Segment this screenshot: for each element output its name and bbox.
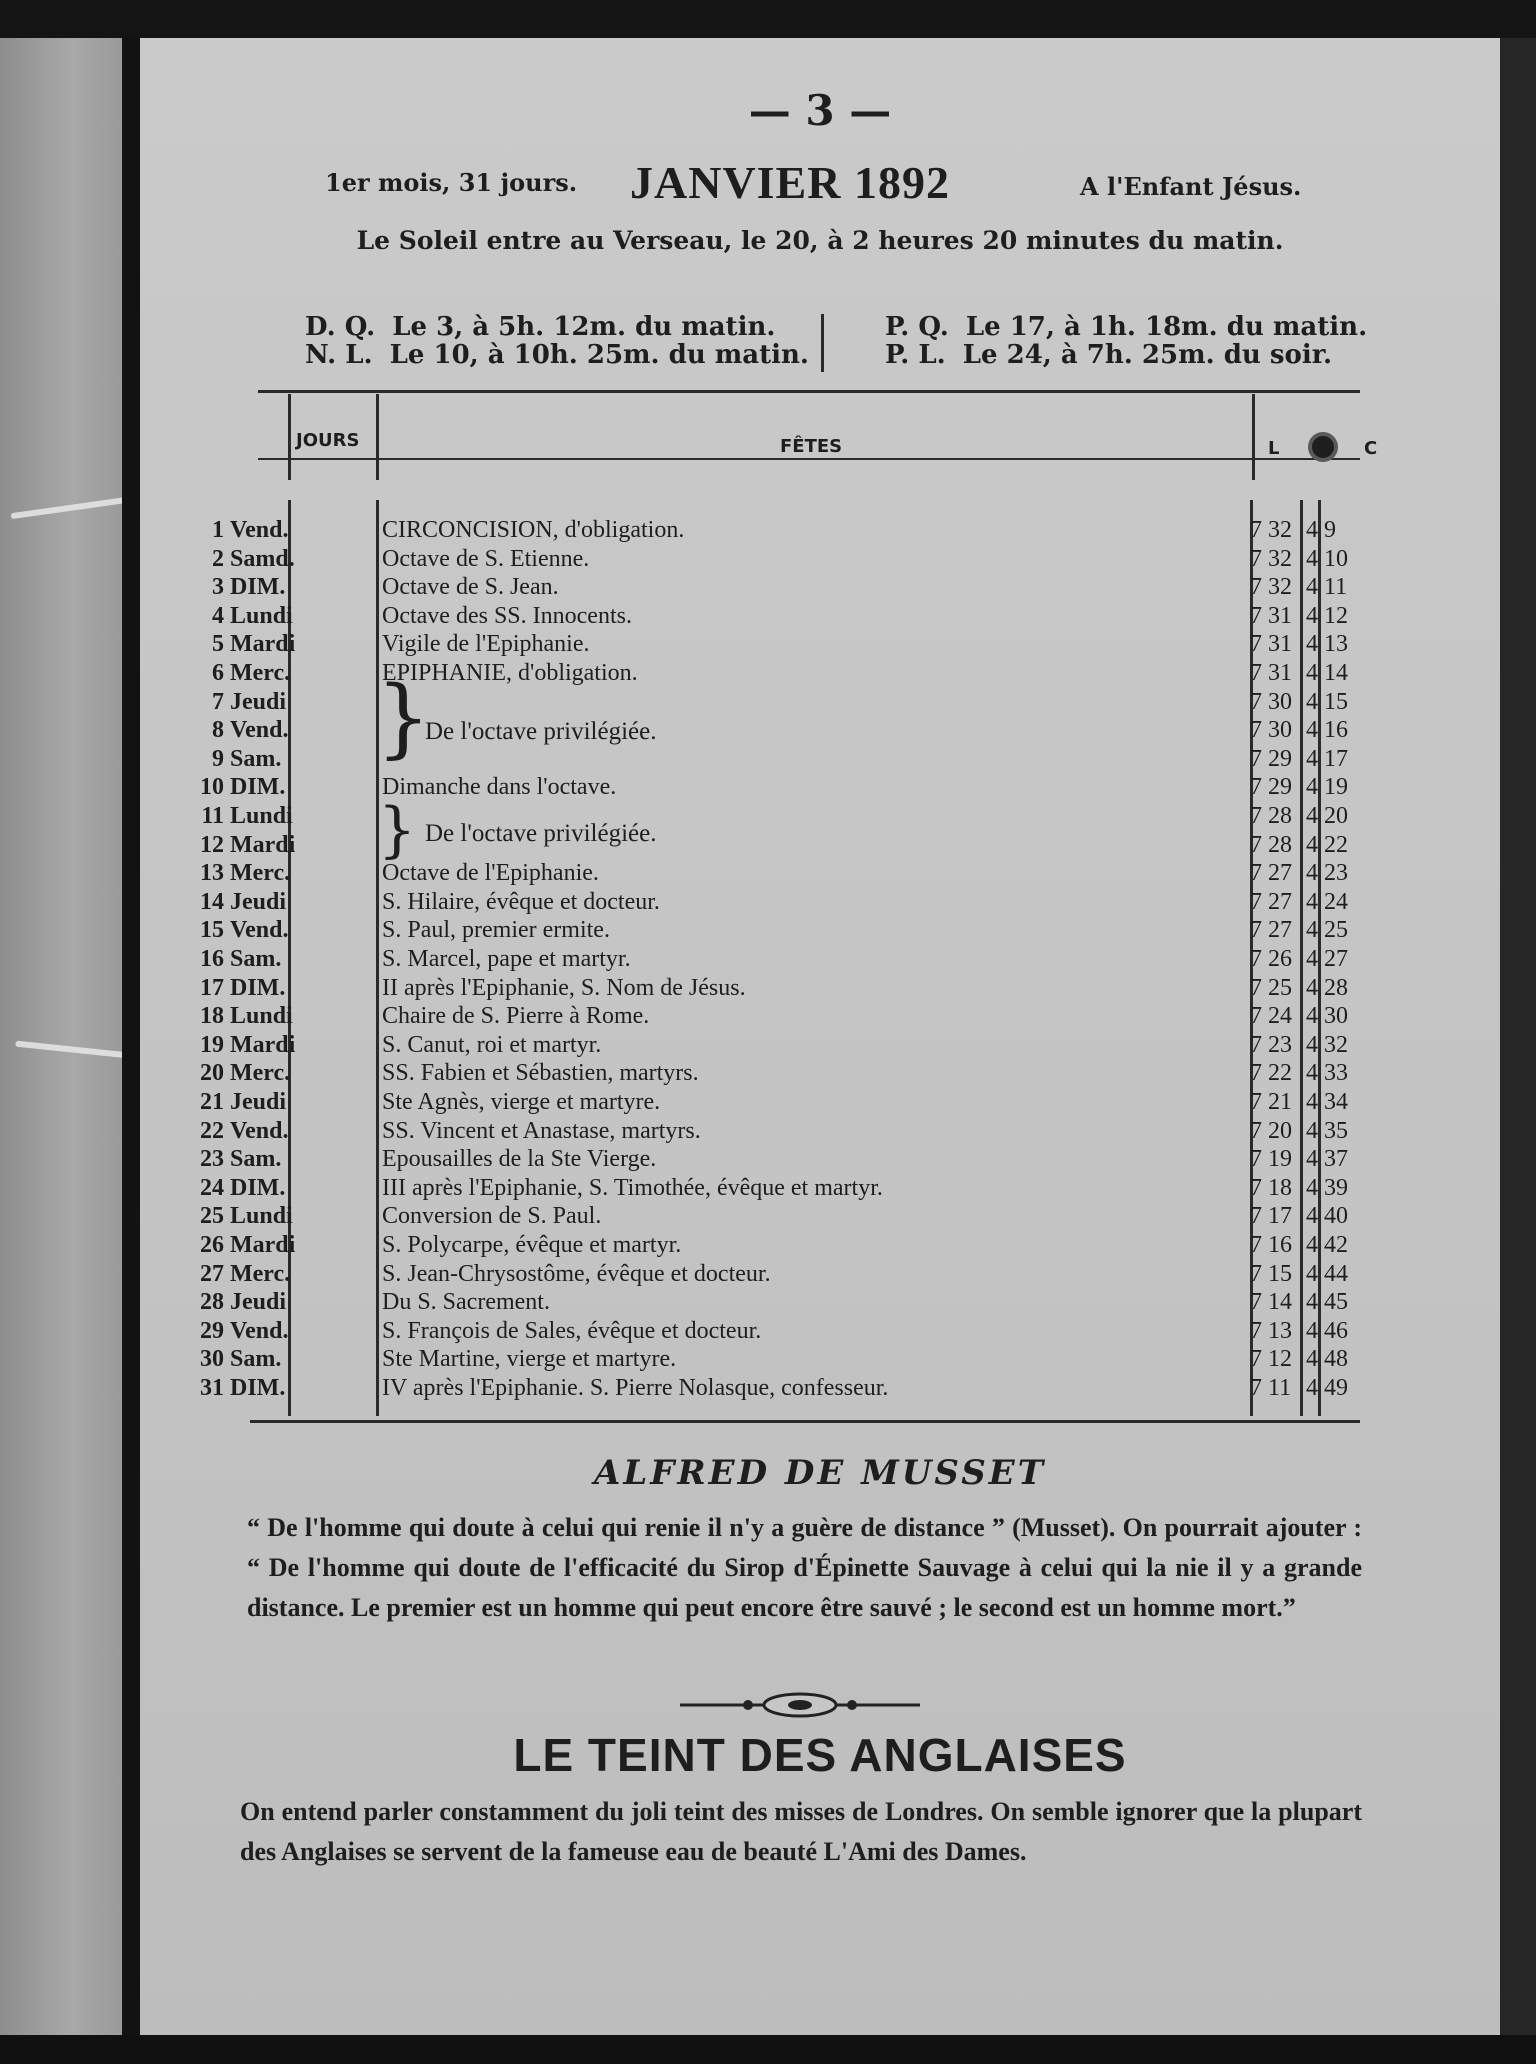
weekday: Merc. <box>230 860 291 887</box>
day-number: 18 <box>200 1003 224 1030</box>
sunset-time: 4 27 <box>1306 946 1348 972</box>
sun-icon <box>1308 432 1338 462</box>
weekday: Lundi <box>230 602 293 629</box>
table-row <box>140 630 1500 658</box>
weekday: DIM. <box>230 574 286 601</box>
weekday: Jeudi <box>230 1089 287 1115</box>
weekday: DIM. <box>230 974 286 1001</box>
feast-name: II après l'Epiphanie, S. Nom de Jésus. <box>382 974 746 1001</box>
sunrise-time: 7 32 <box>1250 545 1292 572</box>
day-number: 24 <box>200 1174 224 1201</box>
sunset-time: 4 15 <box>1306 688 1348 715</box>
sunset-time: 4 28 <box>1306 974 1348 1001</box>
table-row <box>140 916 1500 944</box>
feast-name: S. Polycarpe, évêque et martyr. <box>382 1232 682 1258</box>
weekday: Sam. <box>230 946 282 972</box>
sunset-time: 4 9 <box>1306 517 1336 543</box>
group-text: De l'octave privilégiée. <box>425 718 657 745</box>
sunrise-time: 7 32 <box>1250 574 1292 601</box>
sunset-time: 4 10 <box>1306 545 1348 572</box>
musset-paragraph: “ De l'homme qui doute à celui qui renie il n'y a guère de distance ” (Musset). On pourrait ajouter : “ De l'homme qui doute de l'efficacité du Sirop d'Épinette Sauvage à celui qui la nie il y a grande distance. Le premier est un homme qui peut encore être sauvé ; le second est un homme mort.” <box>247 1513 1362 1622</box>
moon-phase-label: P. Q. <box>885 312 949 342</box>
moon-phase-text: Le 10, à 10h. 25m. du matin. <box>389 340 809 370</box>
sunrise-time: 7 31 <box>1250 602 1292 629</box>
moon-phase-entry <box>305 340 809 370</box>
column-header-jours: JOURS <box>296 430 360 451</box>
sunset-time: 4 49 <box>1306 1375 1348 1401</box>
table-row <box>140 1288 1500 1316</box>
sunrise-time: 7 20 <box>1250 1117 1292 1144</box>
sunrise-time: 7 29 <box>1250 774 1292 801</box>
sunset-time: 4 35 <box>1306 1117 1348 1144</box>
table-row <box>140 1145 1500 1173</box>
teint-heading: LE TEINT DES ANGLAISES <box>513 1729 1127 1781</box>
sunset-time: 4 24 <box>1306 888 1348 915</box>
day-number: 8 <box>212 717 224 744</box>
feast-name: Octave de l'Epiphanie. <box>382 860 599 887</box>
weekday: Vend. <box>230 1117 289 1144</box>
feast-name: S. François de Sales, évêque et docteur. <box>382 1317 762 1344</box>
sunrise-time: 7 26 <box>1250 946 1292 972</box>
moon-phase-text: Le 3, à 5h. 12m. du matin. <box>392 312 776 342</box>
day-number: 25 <box>200 1203 224 1230</box>
moon-phase-label: N. L. <box>305 340 373 370</box>
table-row <box>140 1260 1500 1288</box>
weekday: Merc. <box>230 660 291 686</box>
sunset-time: 4 30 <box>1306 1003 1348 1030</box>
day-number: 7 <box>212 688 224 715</box>
moon-phase-label: D. Q. <box>305 312 376 342</box>
table-row <box>140 1202 1500 1230</box>
table-row <box>140 1345 1500 1373</box>
feast-name: Octave des SS. Innocents. <box>382 602 632 629</box>
table-row <box>140 1059 1500 1087</box>
table-row <box>140 573 1500 601</box>
day-number: 26 <box>200 1232 224 1258</box>
feast-name: Ste Agnès, vierge et martyre. <box>382 1089 661 1115</box>
page-number: — 3 — <box>748 86 892 135</box>
moon-phase-text: Le 24, à 7h. 25m. du soir. <box>962 340 1333 370</box>
sunrise-time: 7 31 <box>1250 660 1292 686</box>
weekday: Mardi <box>230 631 296 658</box>
day-number: 29 <box>200 1317 224 1344</box>
table-row <box>140 1174 1500 1202</box>
sunrise-time: 7 21 <box>1250 1089 1292 1115</box>
feast-name: Octave de S. Jean. <box>382 574 559 601</box>
table-row <box>140 859 1500 887</box>
scan-border-bottom <box>0 2035 1536 2064</box>
table-top-rule <box>258 390 1360 393</box>
day-number: 20 <box>200 1060 224 1087</box>
ornament-divider <box>680 1690 920 1720</box>
table-row <box>140 945 1500 973</box>
weekday: DIM. <box>230 774 286 801</box>
sunrise-time: 7 31 <box>1250 631 1292 658</box>
day-number: 11 <box>201 803 224 829</box>
sunset-time: 4 33 <box>1306 1060 1348 1087</box>
moon-phase-entry <box>885 340 1332 370</box>
weekday: Mardi <box>230 1031 296 1058</box>
scan-border-right <box>1500 38 1536 2038</box>
day-number: 4 <box>212 602 224 629</box>
day-number: 9 <box>212 745 224 772</box>
sunrise-time: 7 16 <box>1250 1232 1292 1258</box>
feast-name: S. Jean-Chrysostôme, évêque et docteur. <box>382 1260 771 1287</box>
day-number: 16 <box>200 946 224 972</box>
weekday: Samd. <box>230 545 295 572</box>
book-spine <box>122 38 140 2038</box>
weekday: Vend. <box>230 517 289 543</box>
day-number: 12 <box>200 831 224 858</box>
sunset-time: 4 34 <box>1306 1089 1348 1115</box>
sunset-time: 4 19 <box>1306 774 1348 801</box>
sunset-time: 4 20 <box>1306 803 1348 829</box>
weekday: Sam. <box>230 745 282 772</box>
sunset-time: 4 42 <box>1306 1232 1348 1258</box>
day-number: 27 <box>200 1260 224 1287</box>
table-row <box>140 802 1500 830</box>
sunset-time: 4 40 <box>1306 1203 1348 1230</box>
day-number: 1 <box>212 517 224 543</box>
sunrise-time: 7 23 <box>1250 1031 1292 1058</box>
sunset-time: 4 39 <box>1306 1174 1348 1201</box>
table-row <box>140 545 1500 573</box>
weekday: Sam. <box>230 1146 282 1173</box>
table-row <box>140 659 1500 687</box>
weekday: DIM. <box>230 1174 286 1201</box>
sunrise-time: 7 32 <box>1250 517 1292 543</box>
feast-name: S. Canut, roi et martyr. <box>382 1031 602 1058</box>
feast-name: Vigile de l'Epiphanie. <box>382 631 590 658</box>
sunset-time: 4 44 <box>1306 1260 1348 1287</box>
sunrise-time: 7 29 <box>1250 745 1292 772</box>
moon-phase-label: P. L. <box>885 340 946 370</box>
sunrise-time: 7 15 <box>1250 1260 1292 1287</box>
teint-paragraph: On entend parler constamment du joli teint des misses de Londres. On semble ignorer que la plupart des Anglaises se servent de la fameuse eau de beauté L'Ami des Dames. <box>240 1797 1362 1866</box>
table-row <box>140 1374 1500 1402</box>
moon-phase-text: Le 17, à 1h. 18m. du matin. <box>965 312 1368 342</box>
table-row <box>140 516 1500 544</box>
day-number: 21 <box>200 1089 224 1115</box>
weekday: Mardi <box>230 831 296 858</box>
day-number: 17 <box>200 974 224 1001</box>
day-number: 28 <box>200 1289 224 1316</box>
table-row <box>140 1031 1500 1059</box>
table-row <box>140 745 1500 773</box>
feast-name: SS. Vincent et Anastase, martyrs. <box>382 1117 701 1144</box>
sunset-time: 4 17 <box>1306 745 1348 772</box>
moon-phase-divider <box>821 314 824 372</box>
weekday: Merc. <box>230 1060 291 1087</box>
sunrise-time: 7 30 <box>1250 717 1292 744</box>
day-number: 2 <box>212 545 224 572</box>
table-row <box>140 716 1500 744</box>
sunrise-time: 7 17 <box>1250 1203 1292 1230</box>
table-header-rule <box>258 458 1360 460</box>
sunrise-time: 7 30 <box>1250 688 1292 715</box>
sunset-time: 4 46 <box>1306 1317 1348 1344</box>
sunset-time: 4 16 <box>1306 717 1348 744</box>
sunset-time: 4 45 <box>1306 1289 1348 1316</box>
month-info: 1er mois, 31 jours. <box>325 168 578 197</box>
sunrise-time: 7 28 <box>1250 831 1292 858</box>
table-row <box>140 1088 1500 1116</box>
weekday: Sam. <box>230 1346 282 1373</box>
day-number: 22 <box>200 1117 224 1144</box>
column-rule <box>376 394 379 480</box>
weekday: Lundi <box>230 1003 293 1030</box>
table-row <box>140 1117 1500 1145</box>
table-bottom-rule <box>250 1420 1360 1423</box>
sunset-time: 4 32 <box>1306 1031 1348 1058</box>
sunrise-time: 7 18 <box>1250 1174 1292 1201</box>
day-number: 15 <box>200 917 224 944</box>
sunrise-time: 7 28 <box>1250 803 1292 829</box>
sun-entry-note: Le Soleil entre au Verseau, le 20, à 2 heures 20 minutes du matin. <box>356 226 1284 255</box>
weekday: Mardi <box>230 1232 296 1258</box>
sunset-time: 4 25 <box>1306 917 1348 944</box>
weekday: Vend. <box>230 1317 289 1344</box>
moon-phase-entry <box>305 312 775 342</box>
feast-name: Du S. Sacrement. <box>382 1289 550 1316</box>
column-header-c: C <box>1364 438 1378 459</box>
sunrise-time: 7 27 <box>1250 860 1292 887</box>
table-row <box>140 888 1500 916</box>
sunrise-time: 7 13 <box>1250 1317 1292 1344</box>
column-header-l: L <box>1268 438 1280 459</box>
feast-name: Dimanche dans l'octave. <box>382 774 617 801</box>
weekday: Vend. <box>230 717 289 744</box>
feast-name: S. Hilaire, évêque et docteur. <box>382 888 660 915</box>
weekday: Jeudi <box>230 888 287 915</box>
table-row <box>140 1317 1500 1345</box>
weekday: Lundi <box>230 803 293 829</box>
feast-name: CIRCONCISION, d'obligation. <box>382 517 685 543</box>
sunrise-time: 7 14 <box>1250 1289 1292 1316</box>
feast-name: S. Paul, premier ermite. <box>382 917 610 944</box>
weekday: Merc. <box>230 1260 291 1287</box>
column-rule <box>288 394 291 480</box>
day-number: 31 <box>200 1375 224 1401</box>
table-row <box>140 831 1500 859</box>
group-text: De l'octave privilégiée. <box>425 820 657 847</box>
day-number: 23 <box>200 1146 224 1173</box>
moon-phase-entry <box>885 312 1367 342</box>
month-dedication: A l'Enfant Jésus. <box>1080 172 1302 201</box>
column-header-fetes: FÊTES <box>780 436 843 457</box>
day-number: 10 <box>200 774 224 801</box>
feast-name: Conversion de S. Paul. <box>382 1203 602 1230</box>
sunrise-time: 7 27 <box>1250 888 1292 915</box>
feast-name: S. Marcel, pape et martyr. <box>382 946 631 972</box>
feast-name: III après l'Epiphanie, S. Timothée, évêque et martyr. <box>382 1174 883 1201</box>
sunrise-time: 7 24 <box>1250 1003 1292 1030</box>
sunset-time: 4 22 <box>1306 831 1348 858</box>
table-row <box>140 1231 1500 1259</box>
sunset-time: 4 37 <box>1306 1146 1348 1173</box>
sunset-time: 4 13 <box>1306 631 1348 658</box>
feast-name: Ste Martine, vierge et martyre. <box>382 1346 677 1373</box>
sunrise-time: 7 11 <box>1250 1375 1292 1401</box>
day-number: 13 <box>200 860 224 887</box>
day-number: 5 <box>212 631 224 658</box>
sunrise-time: 7 12 <box>1250 1346 1292 1373</box>
musset-heading: ALFRED DE MUSSET <box>593 1453 1046 1493</box>
table-row <box>140 773 1500 801</box>
sunset-time: 4 14 <box>1306 660 1348 686</box>
sunrise-time: 7 19 <box>1250 1146 1292 1173</box>
sunset-time: 4 48 <box>1306 1346 1348 1373</box>
feast-name: EPIPHANIE, d'obligation. <box>382 660 638 686</box>
month-title: JANVIER 1892 <box>630 157 950 208</box>
sunrise-time: 7 22 <box>1250 1060 1292 1087</box>
weekday: Jeudi <box>230 688 287 715</box>
day-number: 14 <box>200 888 224 915</box>
feast-name: Octave de S. Etienne. <box>382 545 590 572</box>
table-row <box>140 688 1500 716</box>
feast-name: Epousailles de la Ste Vierge. <box>382 1146 657 1173</box>
weekday: Jeudi <box>230 1289 287 1316</box>
day-number: 30 <box>200 1346 224 1373</box>
feast-name: Chaire de S. Pierre à Rome. <box>382 1003 650 1030</box>
weekday: Vend. <box>230 917 289 944</box>
weekday: DIM. <box>230 1375 286 1401</box>
scan-border-top <box>0 0 1536 40</box>
feast-name: SS. Fabien et Sébastien, martyrs. <box>382 1060 699 1087</box>
sunset-time: 4 23 <box>1306 860 1348 887</box>
day-number: 3 <box>212 574 224 601</box>
table-row <box>140 602 1500 630</box>
group-brace: } <box>376 668 431 768</box>
calendar-page <box>140 38 1500 2035</box>
table-row <box>140 1002 1500 1030</box>
sunset-time: 4 12 <box>1306 602 1348 629</box>
group-brace: } <box>378 795 417 865</box>
sunset-time: 4 11 <box>1306 574 1348 601</box>
table-row <box>140 974 1500 1002</box>
day-number: 19 <box>200 1031 224 1058</box>
feast-name: IV après l'Epiphanie. S. Pierre Nolasque, confesseur. <box>382 1375 889 1401</box>
facing-page-edge <box>0 38 122 2038</box>
weekday: Lundi <box>230 1203 293 1230</box>
column-rule <box>1252 394 1255 480</box>
sunrise-time: 7 25 <box>1250 974 1292 1001</box>
day-number: 6 <box>212 660 224 686</box>
sunrise-time: 7 27 <box>1250 917 1292 944</box>
